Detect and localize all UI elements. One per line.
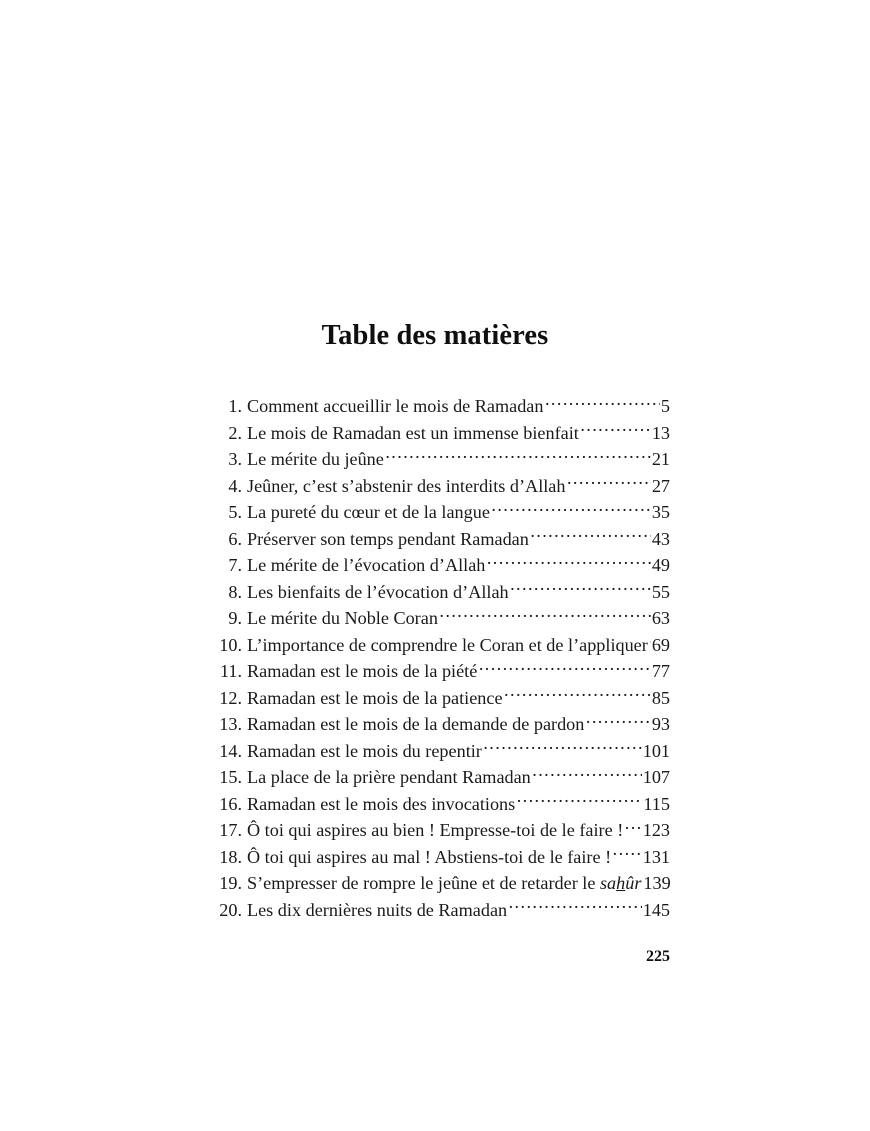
- toc-entry-page-number: 27: [651, 475, 670, 496]
- toc-entry[interactable]: [212, 632, 670, 659]
- transliterated-term: sa: [599, 873, 617, 893]
- toc-entry-title: Ô toi qui aspires au mal ! Abstiens-toi de le faire !: [247, 846, 612, 867]
- toc-dot-leader: [509, 897, 643, 915]
- toc-entry[interactable]: [212, 711, 670, 738]
- toc-entry-title: Jeûner, c’est s’abstenir des interdits d’Allah: [247, 475, 566, 496]
- toc-entry-number: 4.: [228, 475, 242, 496]
- toc-dot-leader: [532, 765, 642, 783]
- toc-entry[interactable]: [212, 685, 670, 712]
- toc-dot-leader: [586, 712, 651, 730]
- toc-entry[interactable]: [212, 817, 670, 844]
- table-of-contents-list: [212, 393, 670, 923]
- toc-entry[interactable]: [212, 499, 670, 526]
- toc-entry[interactable]: [212, 393, 670, 420]
- toc-entry[interactable]: [212, 473, 670, 500]
- toc-entry-number: 11.: [219, 661, 242, 681]
- toc-dot-leader: [483, 738, 642, 756]
- toc-dot-leader: [545, 394, 660, 412]
- toc-entry-number: 20.: [219, 899, 242, 920]
- toc-entry[interactable]: [212, 791, 670, 818]
- toc-entry-page-number: 101: [642, 740, 670, 761]
- toc-entry[interactable]: [212, 579, 670, 606]
- toc-entry[interactable]: [212, 844, 670, 871]
- toc-entry-number: 16.: [219, 793, 242, 814]
- toc-entry-page-number: 55: [651, 581, 670, 602]
- toc-entry[interactable]: [212, 605, 670, 632]
- toc-entry-number: 18.: [219, 846, 242, 867]
- toc-entry-number: 13.: [219, 714, 242, 734]
- toc-entry-page-number: 145: [642, 899, 670, 920]
- toc-dot-leader: [613, 844, 643, 862]
- toc-entry-number: 12.: [219, 687, 242, 708]
- toc-entry-number: 1.: [228, 396, 242, 416]
- toc-entry-number: 9.: [228, 608, 242, 628]
- toc-entry-number: 6.: [228, 528, 242, 549]
- toc-entry-title: La place de la prière pendant Ramadan: [247, 767, 531, 787]
- toc-entry-number: 2.: [228, 422, 242, 443]
- toc-entry-page-number: 69: [651, 634, 670, 655]
- toc-entry-number: 10.: [219, 634, 242, 655]
- toc-entry-page-number: 77: [651, 661, 670, 681]
- toc-entry-number: 3.: [228, 449, 242, 469]
- toc-entry-title: La pureté du cœur et de la langue: [247, 502, 490, 522]
- toc-entry-title: Comment accueillir le mois de Ramadan: [247, 396, 544, 416]
- page-title: Table des matières: [321, 320, 549, 351]
- toc-dot-leader: [625, 818, 642, 836]
- toc-entry[interactable]: [212, 420, 670, 447]
- toc-dot-leader: [580, 420, 651, 438]
- toc-dot-leader: [567, 473, 651, 491]
- toc-entry[interactable]: [212, 658, 670, 685]
- toc-entry-page-number: 43: [651, 528, 670, 549]
- toc-entry-page-number: 63: [651, 608, 670, 628]
- toc-entry-number: 5.: [228, 502, 242, 522]
- toc-entry-page-number: 123: [642, 820, 670, 840]
- toc-entry[interactable]: [212, 526, 670, 553]
- toc-dot-leader: [530, 526, 651, 544]
- toc-dot-leader: [491, 500, 651, 518]
- toc-entry-page-number: 85: [651, 687, 670, 708]
- toc-entry-title: Ramadan est le mois de la piété: [247, 661, 478, 681]
- transliterated-term-tail: ûr: [625, 873, 642, 893]
- toc-entry-title: L’importance de comprendre le Coran et de l’appliquer: [247, 634, 648, 655]
- toc-entry-number: 7.: [228, 555, 242, 575]
- toc-entry-page-number: 5: [660, 396, 670, 416]
- toc-entry-number: 15.: [219, 767, 242, 787]
- toc-entry-title: Ramadan est le mois de la demande de pardon: [247, 714, 585, 734]
- toc-entry-title: Le mois de Ramadan est un immense bienfait: [247, 422, 579, 443]
- toc-entry-title: Ramadan est le mois des invocations: [247, 793, 516, 814]
- toc-entry-page-number: 13: [651, 422, 670, 443]
- toc-entry-page-number: 93: [651, 714, 670, 734]
- toc-entry-page-number: 49: [651, 555, 670, 575]
- toc-entry-title: Préserver son temps pendant Ramadan: [247, 528, 529, 549]
- toc-entry-title: Ô toi qui aspires au bien ! Empresse-toi de le faire !: [247, 820, 624, 840]
- toc-entry-title: S’empresser de rompre le jeûne et de retarder le sahûr: [247, 873, 642, 893]
- toc-entry[interactable]: [212, 738, 670, 765]
- toc-dot-leader: [439, 606, 651, 624]
- toc-entry-number: 14.: [219, 740, 242, 761]
- toc-entry-page-number: 21: [651, 449, 670, 469]
- toc-entry-title: Les bienfaits de l’évocation d’Allah: [247, 581, 509, 602]
- toc-dot-leader: [479, 659, 652, 677]
- toc-entry-title: Le mérite du jeûne: [247, 449, 384, 469]
- toc-entry[interactable]: [212, 870, 670, 897]
- toc-dot-leader: [649, 632, 651, 650]
- toc-entry-page-number: 35: [651, 502, 670, 522]
- toc-entry-page-number: 139: [643, 873, 671, 893]
- toc-entry[interactable]: [212, 552, 670, 579]
- toc-dot-leader: [504, 685, 651, 703]
- toc-entry[interactable]: [212, 446, 670, 473]
- toc-entry-page-number: 131: [642, 846, 670, 867]
- toc-entry[interactable]: [212, 764, 670, 791]
- toc-entry-title: Ramadan est le mois du repentir: [247, 740, 482, 761]
- transliterated-term-underdot: h: [616, 873, 626, 893]
- toc-entry-number: 8.: [228, 581, 242, 602]
- toc-entry-page-number: 107: [642, 767, 670, 787]
- toc-entry-title: Les dix dernières nuits de Ramadan: [247, 899, 508, 920]
- toc-entry-title: Le mérite de l’évocation d’Allah: [247, 555, 486, 575]
- toc-dot-leader: [487, 553, 651, 571]
- toc-entry-title: Le mérite du Noble Coran: [247, 608, 438, 628]
- toc-entry-title: Ramadan est le mois de la patience: [247, 687, 503, 708]
- page-folio-number: 225: [646, 948, 670, 965]
- toc-entry-number: 19.: [219, 873, 242, 893]
- toc-entry-page-number: 115: [643, 793, 670, 814]
- toc-dot-leader: [385, 447, 651, 465]
- toc-entry-number: 17.: [219, 820, 242, 840]
- toc-entry[interactable]: [212, 897, 670, 924]
- toc-dot-leader: [510, 579, 651, 597]
- toc-dot-leader: [517, 791, 643, 809]
